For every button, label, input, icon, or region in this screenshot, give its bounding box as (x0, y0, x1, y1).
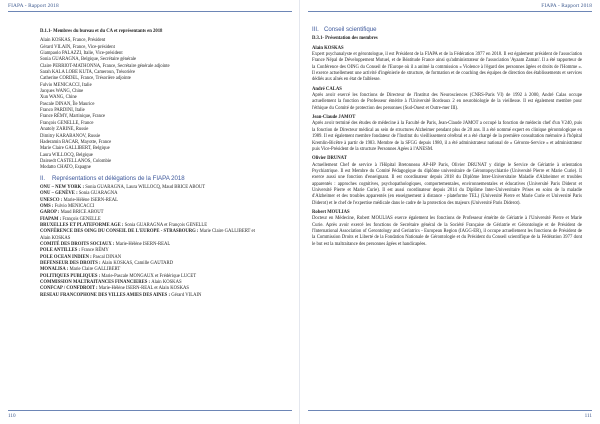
bureau-member: Sarah KALA LOBE KUTA, Cameroun, Trésorière (40, 70, 136, 76)
council-member (312, 87, 582, 112)
bureau-member: Jacques WANG, Chine (40, 89, 84, 95)
bureau-title: D.1.1- Membres du bureau et du CA et représentants en 2018 (40, 29, 163, 34)
member-bio: Après avoir terminé des études de médecine à la Faculté de Paris, Jean-Claude JAMOT a occupé la fonction de médecin chef d'un V240, puis la fonction de Directeur médical au sein de structures Alzheimer pendant plus de 20 ans. Il a été nommé expert en clinique gérontologique en 1989. Il est également membre fondateur de l'Institut du vieillissement cérébral et a été chargé de la première consultation mémoire à l'hôpital Kremlin-Bicêtre à partir de 1983. Membre de la SFGG depuis 1980, il a été administrateur national de « Géronto-Service » et administrateur puis Vice-Président de la structure Personnes Agées à l'ANESM. (312, 121, 582, 152)
council-member (312, 115, 582, 153)
members-subtitle: D.3.1- Présentation des membres (312, 36, 378, 42)
bureau-member: Dairsedt CASTELLANOS, Colombie (40, 158, 112, 164)
council-member (312, 210, 582, 248)
bureau-member: Giampaolo PALAZZI, Italie, Vice-président (40, 51, 123, 57)
running-header-left: FIAPA - Rapport 2018 (8, 3, 59, 9)
left-content (40, 29, 266, 299)
council-member (312, 156, 582, 207)
running-header-right: FIAPA - Rapport 2018 (541, 3, 592, 9)
bureau-member: Catherine CORDEL, France, Trésorière adjointe (40, 76, 131, 82)
bureau-member: Sonia GUARAGNA, Belgique, Secrétaire générale (40, 57, 137, 63)
delegation-item: ONU – NEW YORK : Sonia GUARAGNA, Laura WILLOCQ, Maud BRICE ABOUT (40, 184, 206, 190)
delegation-item: UNESCO : Marie-Hélène ISERN-REAL (40, 197, 118, 203)
section-heading-representations (40, 176, 266, 182)
bureau-member: Marie Claire GALLIBERT, Belgique (40, 146, 110, 152)
section-number: II. (40, 174, 46, 182)
bureau-member: Pascale DINAN, Île Maurice (40, 101, 95, 107)
bureau-member: Modatto CHATO, Espagne (40, 165, 91, 171)
bureau-member: Dimitry KARABANOV, Russie (40, 133, 101, 139)
bureau-member: François GENELLE, France (40, 120, 94, 126)
bureau-member: Fulvio MENICACCI, Italie (40, 82, 92, 88)
member-name: Olivier DRUNAT (312, 156, 347, 162)
delegation-item: GAROP : Maud BRICE ABOUT (40, 210, 104, 216)
delegation-item: POLE ANTILLES : France RÉMY (40, 248, 109, 254)
delegation-item: BRUXELLES ET PLATEFORME AGE : Sonia GUARAGNA et François GENELLE (40, 222, 208, 228)
bureau-member: Gérard VILAIN, France, Vice-président (40, 44, 115, 50)
delegation-item: COMMISSION MALTRAITANCES FINANCIERES : Alain KOSKAS (40, 280, 182, 286)
page-number-right: 111 (584, 413, 592, 419)
delegation-item: FIAPAM : François GENELLE (40, 216, 101, 222)
member-bio: Docteur en Médecine, Robert MOULIAS exerce également les fonctions de Professeur émérite de Gériatrie à l'Université Pierre et Marie Curie. Après avoir exercé les fonctions de Secrétaire général de la Société Française de Gériatrie et Gérontologie et de Président de l'International Association of Gerontology and Geriatrics - European Region (IAGG-ER), il occupe actuellement les fonctions de Président de la Commission Droits et Liberté de la Fondation Nationale de Gérontologie et du Président du Conseil scientifique de la Fédération 3977 dont le but est la maltraitance des personnes âgées et handicapées. (312, 216, 582, 247)
delegation-item: ONU – GENÈVE : Sonia GUARAGNA (40, 191, 118, 197)
header-rule (308, 11, 592, 12)
section-heading-scientific-council (312, 27, 582, 33)
delegation-item: POLE OCEAN INDIEN : Pascal DINAN (40, 254, 122, 260)
section-title: Représentations et délégations de la FIAPA 2018 (52, 174, 185, 182)
footer-rule (308, 410, 592, 411)
bureau-member: Claire PERRIOT-MATHONNA, France, Secrétaire générale adjointe (40, 63, 170, 69)
bureau-member: Laura WILLOCQ, Belgique (40, 152, 93, 158)
delegation-item: POLITIQUES PUBLIQUES : Marie-Pascale MONGAUX et Frédérique LUCET (40, 273, 197, 279)
council-member (312, 46, 582, 84)
bureau-member-list (40, 38, 266, 171)
delegation-list (40, 185, 266, 299)
section-title: Conseil scientifique (324, 26, 377, 33)
header-rule (8, 11, 292, 12)
member-name: Robert MOULIAS (312, 209, 350, 215)
bureau-member: Franco PARDINI, Italie (40, 108, 85, 114)
delegation-item: COMITÉ DES DROITS SOCIAUX : Marie-Hélène ISERN-REAL (40, 242, 171, 247)
page-number-left: 110 (8, 413, 16, 419)
member-name: Jean-Claude JAMOT (312, 115, 356, 121)
footer-rule (8, 410, 292, 411)
bureau-member: France RÉMY, Martinique, France (40, 114, 106, 120)
delegation-item: MONALISA : Marie Claire GALLIBERT (40, 267, 121, 273)
delegation-item: OMS : Fulvio MENICACCI (40, 203, 95, 209)
bureau-member: Alain KOSKAS, France, Président (40, 38, 106, 44)
member-bio: Après avoir exercé les fonctions de Directeur de l'Institut des Neurosciences (CNRS-Paris VI) de 1992 à 2000, André Calas occupe actuellement la fonction de Professeur émérite à l'Université Bordeaux 2 en neurobiologie de la vieillesse. Il est également membre pour l'éthique du Comité de protection des personnes (Sud-Ouest et Outre-mer III). (312, 93, 582, 111)
member-bio: Expert psychanalyste et gérontologue, il est Président de la FIAPA et de la Fédération 3977 en 2018. Il est également président de l'association France Népal de Développement Mutuel, et de Béatitude France ainsi qu'administrateur de l'association 'Ayaam Zaman'. Il a été rapporteur de la Conférence des OING du Conseil de l'Europe où il a animé la commission « Violence à l'égard des personnes âgées et droits de l'Homme ». Il exerce actuellement une activité d'ingénierie de structure, de formation et de coaching des équipes de direction des établissements et services dédiés aux aînés en état de faiblesse. (312, 52, 582, 83)
delegation-item: RESEAU FRANCOPHONE DES VILLES AMIES DES AINES : Gérard VILAIN (40, 292, 202, 298)
bureau-member: Anatoly ZARINE, Russie (40, 127, 89, 133)
bureau-member: Haderamin BACAR, Mayotte, France (40, 139, 112, 145)
delegation-item: CONFCAP / CONFDROIT : Marie-Hélène ISERN-REAL et Alain KOSKAS (40, 286, 189, 292)
bureau-member: Xun WANG, Chine (40, 95, 77, 101)
member-name: André CALAS (312, 86, 342, 92)
right-page (300, 0, 600, 424)
member-name: Alain KOSKAS (312, 45, 344, 51)
section-number: III. (312, 26, 319, 33)
right-content (312, 27, 582, 248)
delegation-item: DEFENSEUR DES DROITS : Alain KOSKAS, Camille GAUTARD (40, 261, 173, 267)
member-bio: Actuellement Chef de service à l'Hôpital Bretonneau AP-HP Paris, Olivier DRUNAT y dirige le Service de Gériatrie à orientation Psychiatrique. Il est Membre du Comité Pédagogique du diplôme universitaire de Gérontopsychiatrie (Université Pierre et Marie Curie). Il exerce aussi une fonction d'enseignant. Il est coordinateur depuis 2018 du Diplôme Inter-Universitaire Maladie d'Alzheimer et troubles apparentés : approches cognitives, psychopathologiques, comportementales, environnementales et éducatives (Université Paris Diderot et Université Pierre et Marie Curie). Il est aussi coordinateur depuis 2014 du Diplôme Inter-Universitaire Prises en soins de la maladie d'Alzheimer et des troubles apparentés (en enseignement à distance - plateforme TEL) (Université Pierre et Marie Curie et Université Paris Diderot) et le chef de l'expertise médicale dans le cadre de la protection des majeurs (Université Paris Diderot). (312, 162, 582, 206)
delegation-item: CONFÉRENCE DES OING DU CONSEIL DE L'EUROPE - STRASBOURG : Marie Claire GALLIBERT et Alain KOSKAS (40, 229, 255, 241)
